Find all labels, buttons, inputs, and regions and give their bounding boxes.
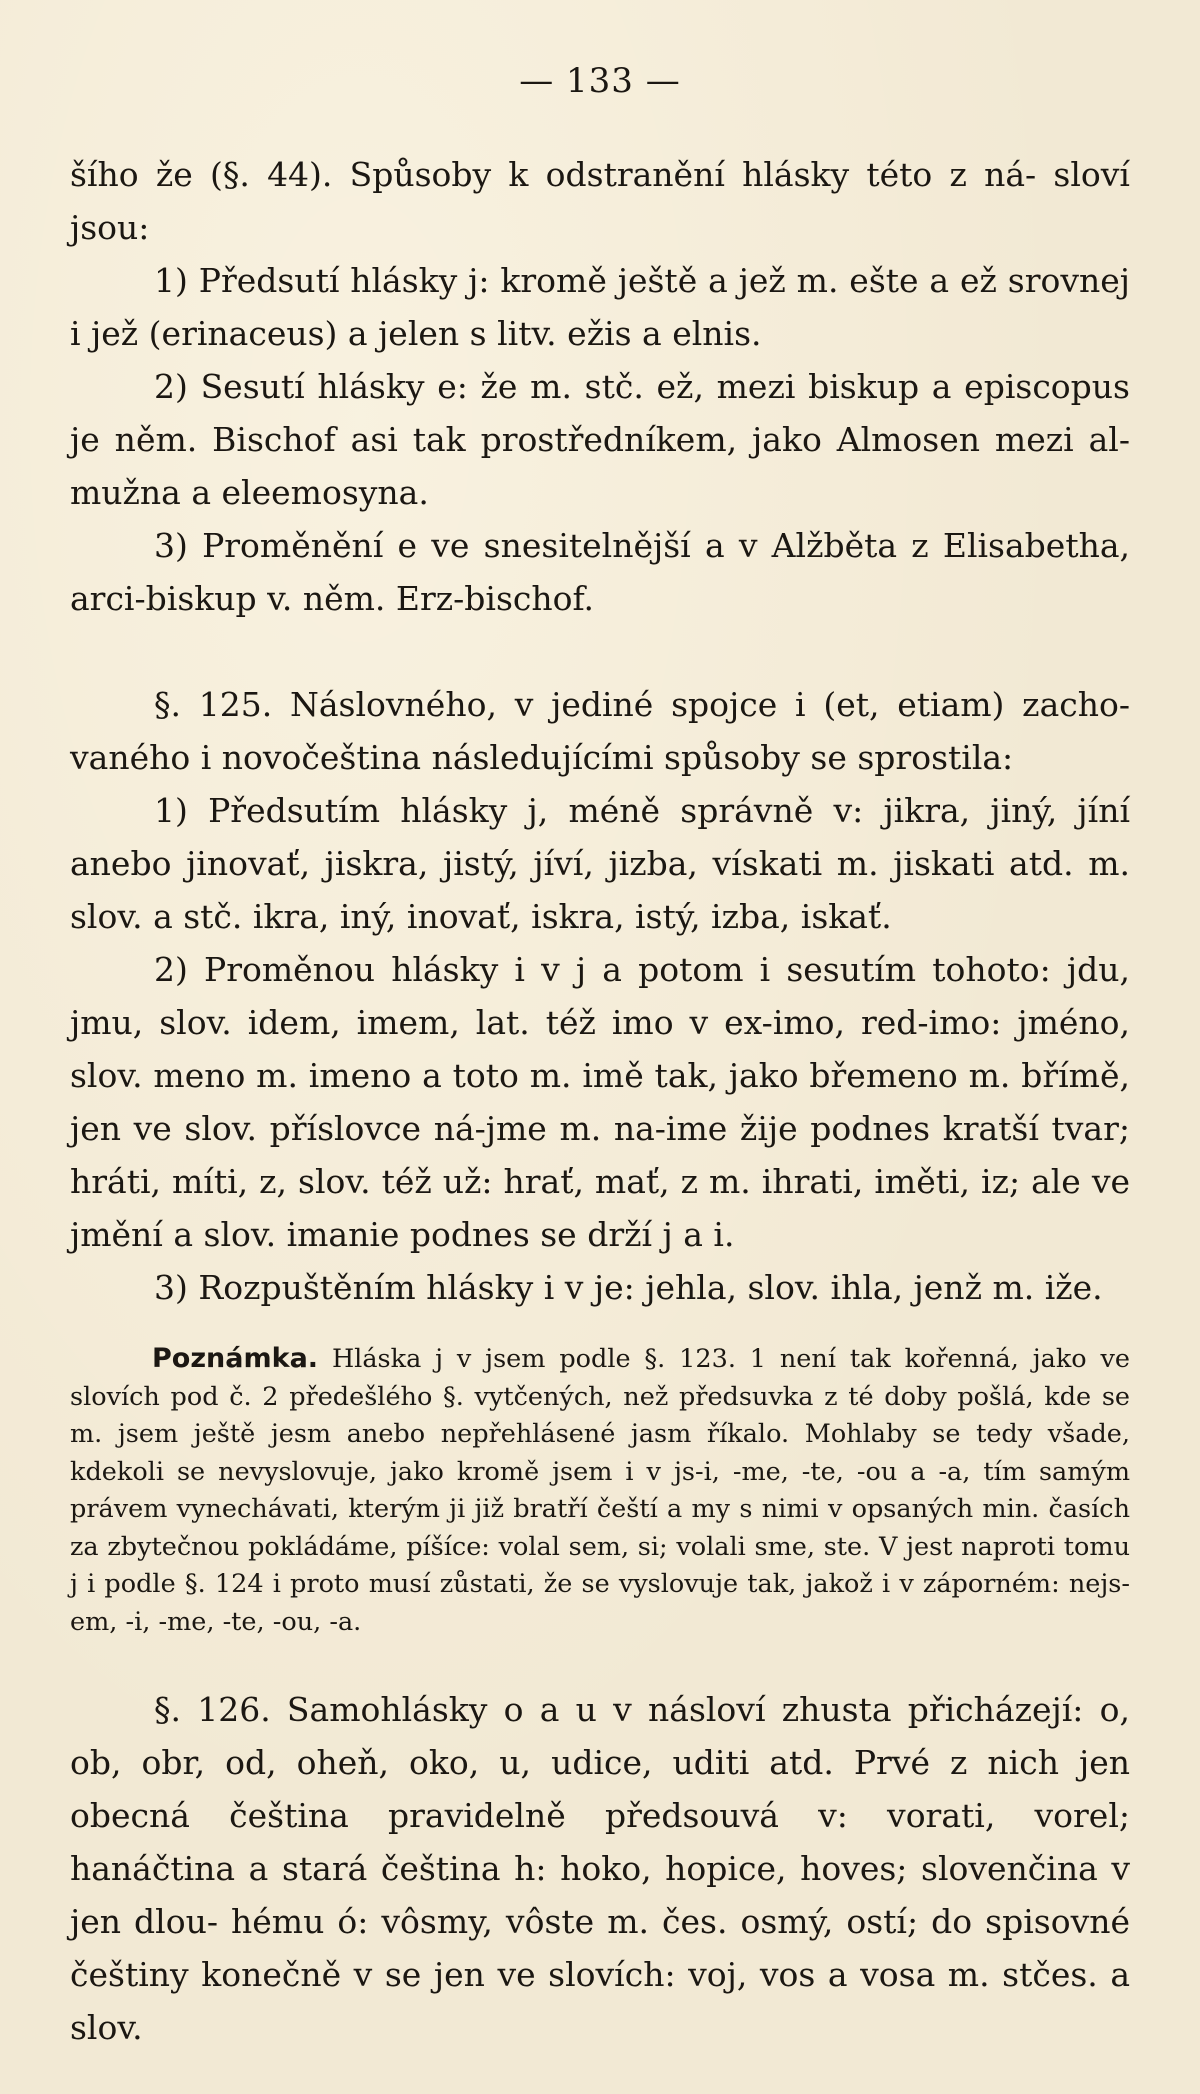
page-number: — 133 — bbox=[519, 61, 681, 101]
section-125-item-1: 1) Předsutím hlásky j, méně správně v: jikra, jiný, jíní anebo jinovať, jiskra, jistý, jíví, jizba, vískati m. jiskati atd. m. slov. a stč. ikra, iný, inovať, iskra, istý, izba, iskať. bbox=[70, 791, 1130, 936]
paragraph-item-2: 2) Sesutí hlásky e: že m. stč. ež, mezi biskup a episcopus je něm. Bischof asi tak prostředníkem, jako Almosen mezi al- mužna a eleemosyna. bbox=[70, 367, 1130, 512]
section-125-item-2: 2) Proměnou hlásky i v j a potom i sesutím tohoto: jdu, jmu, slov. idem, imem, lat. též imo v ex-imo, red-imo: jméno, slov. meno m. imeno a toto m. imě tak, jako břemeno m. břímě, jen ve slov. příslovce ná-jme m. na-ime žije podnes kratší tvar; hráti, míti, z, slov. též už: hrať, mať, z m. ihrati, iměti, iz; ale ve jmění a slov. imanie podnes se drží j a i. bbox=[70, 950, 1130, 1254]
section-126: §. 126. Samohlásky o a u v násloví zhusta přicházejí: o, ob, obr, od, oheň, oko, u, udice, uditi atd. Prvé z nich jen obecná čeština pravidelně předsouvá v: vorati, vorel; hanáčtina a stará čeština h: hoko, hopice, hoves; slovenčina v jen dlou- hému ó: vôsmy, vôste m. čes. osmý, ostí; do spisovné češtiny konečně v se jen ve slovích: voj, vos a vosa m. stčes. a slov. bbox=[70, 1690, 1130, 2047]
section-125-item-3: 3) Rozpuštěním hlásky i v je: jehla, slov. ihla, jenž m. iže. bbox=[154, 1268, 1103, 1307]
main-text bbox=[70, 148, 1130, 1314]
paragraph-item-1: 1) Předsutí hlásky j: kromě ještě a jež m. ešte a ež srovnej i jež (erinaceus) a jelen s litv. ežis a elnis. bbox=[70, 261, 1130, 353]
paragraph-intro: šího že (§. 44). Spůsoby k odstranění hlásky této z ná- sloví jsou: bbox=[70, 155, 1130, 247]
section-125: §. 125. Náslovného, v jediné spojce i (et, etiam) zacho- vaného i novočeština následujícími spůsoby se sprostila: bbox=[70, 685, 1130, 777]
section-126-block bbox=[70, 1683, 1130, 2054]
note-paragraph bbox=[70, 1340, 1130, 1641]
note-text: Hláska j v jsem podle §. 123. 1 není tak kořenná, jako ve slovích pod č. 2 předešlého §. vytčených, než předsuvka z té doby pošlá, kde se m. jsem ještě jesm anebo nepřehlásené jasm říkalo. Mohlaby se tedy všade, kdekoli se nevyslovuje, jako kromě jsem i v js-i, -me, -te, -ou a -a, tím samým právem vynechávati, kterým ji již bratří čeští a my s nimi v opsaných min. časích za zbytečnou pokládáme, píšíce: volal sem, si; volali sme, ste. V jest naproti tomu j i podle §. 124 i proto musí zůstati, že se vyslovuje tak, jakož i v záporném: nejs-em, -i, -me, -te, -ou, -a. bbox=[70, 1344, 1130, 1637]
note-lead: Poznámka. bbox=[152, 1343, 319, 1374]
paragraph-item-3: 3) Proměnění e ve snesitelnější a v Alžběta z Elisabetha, arci-biskup v. něm. Erz-bischof. bbox=[70, 526, 1130, 618]
note-block bbox=[70, 1340, 1130, 1641]
